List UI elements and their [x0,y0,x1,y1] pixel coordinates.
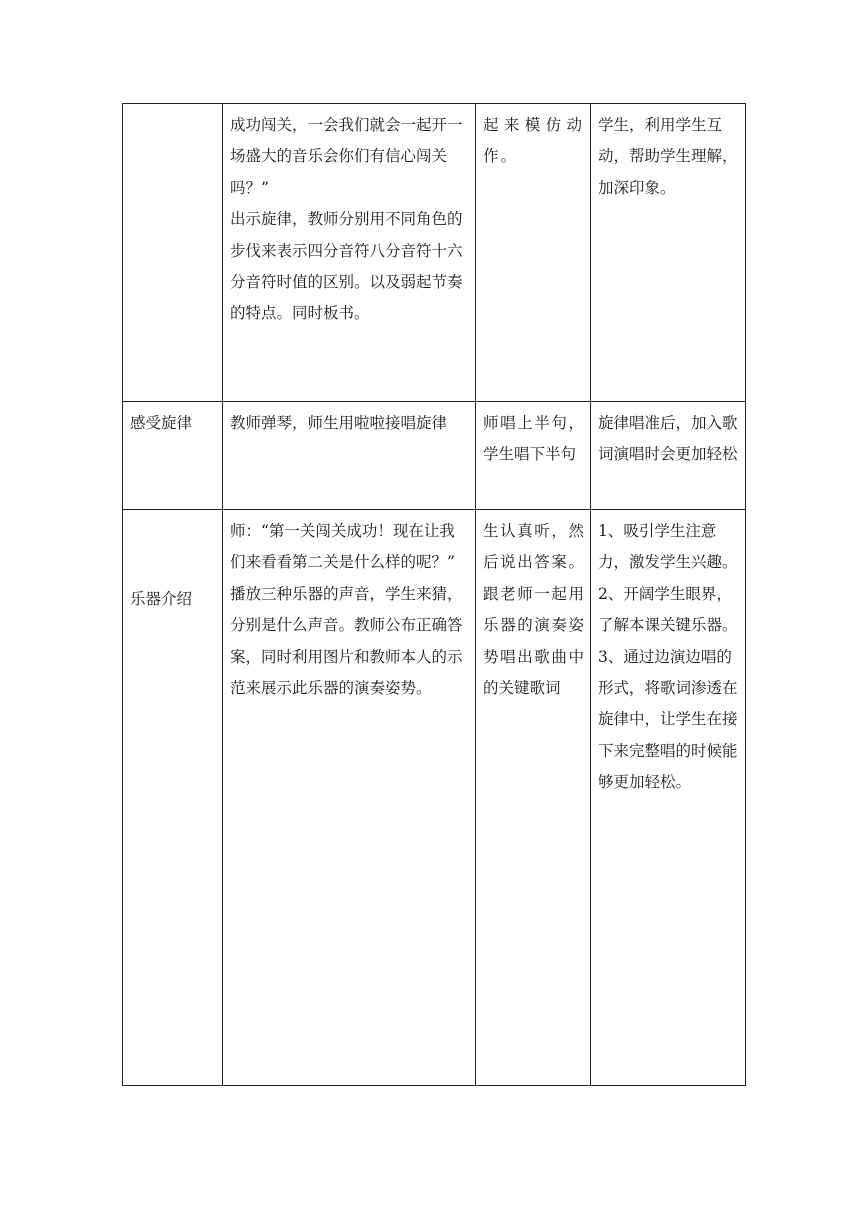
design-purpose-cell [591,510,746,1086]
stage-label: 乐器介绍 [130,590,193,608]
student-activity-text: 起来模仿动作。 [483,116,584,166]
stage-cell [123,104,223,402]
student-activity-cell [476,104,591,402]
design-purpose-text: 旋律唱准后，加入歌词演唱时会更加轻松 [598,414,738,464]
design-purpose-text: 1、吸引学生注意力，激发学生兴趣。2、开阔学生眼界，了解本课关键乐器。3、通过边演边唱的形式，将歌词渗透在旋律中，让学生在接下来完整唱的时候能够更加轻松。 [598,522,738,792]
design-purpose-cell [591,104,746,402]
stage-cell [123,510,223,1086]
teacher-activity-text: 成功闯关，一会我们就会一起开一场盛大的音乐会你们有信心闯关吗？” 出示旋律，教师分别用不同角色的步伐来表示四分音符八分音符十六分音符时值的区别。以及弱起节奏的特点。同时板书。 [230,116,463,323]
teacher-activity-cell [223,104,476,402]
table-row [123,402,746,510]
teacher-activity-text: 师：“第一关闯关成功！现在让我们来看看第二关是什么样的呢？” 播放三种乐器的声音，学生来猜，分别是什么声音。教师公布正确答案，同时利用图片和教师本人的示范来展示此乐器的演奏姿势。 [230,522,463,698]
teacher-activity-text: 教师弹琴，师生用啦啦接唱旋律 [230,414,448,432]
student-activity-text: 生认真听，然后说出答案。跟老师一起用乐器的演奏姿势唱出歌曲中的关键歌词 [483,522,584,698]
lesson-plan-table [122,103,746,1086]
student-activity-cell [476,510,591,1086]
teacher-activity-cell [223,510,476,1086]
student-activity-cell [476,402,591,510]
design-purpose-cell [591,402,746,510]
table-row [123,510,746,1086]
table-row [123,104,746,402]
teacher-activity-cell [223,402,476,510]
design-purpose-text: 学生，利用学生互动，帮助学生理解，加深印象。 [598,116,738,197]
stage-cell: 感受旋律 [123,402,223,510]
student-activity-text: 师唱上半句，学生唱下半句 [483,414,584,464]
